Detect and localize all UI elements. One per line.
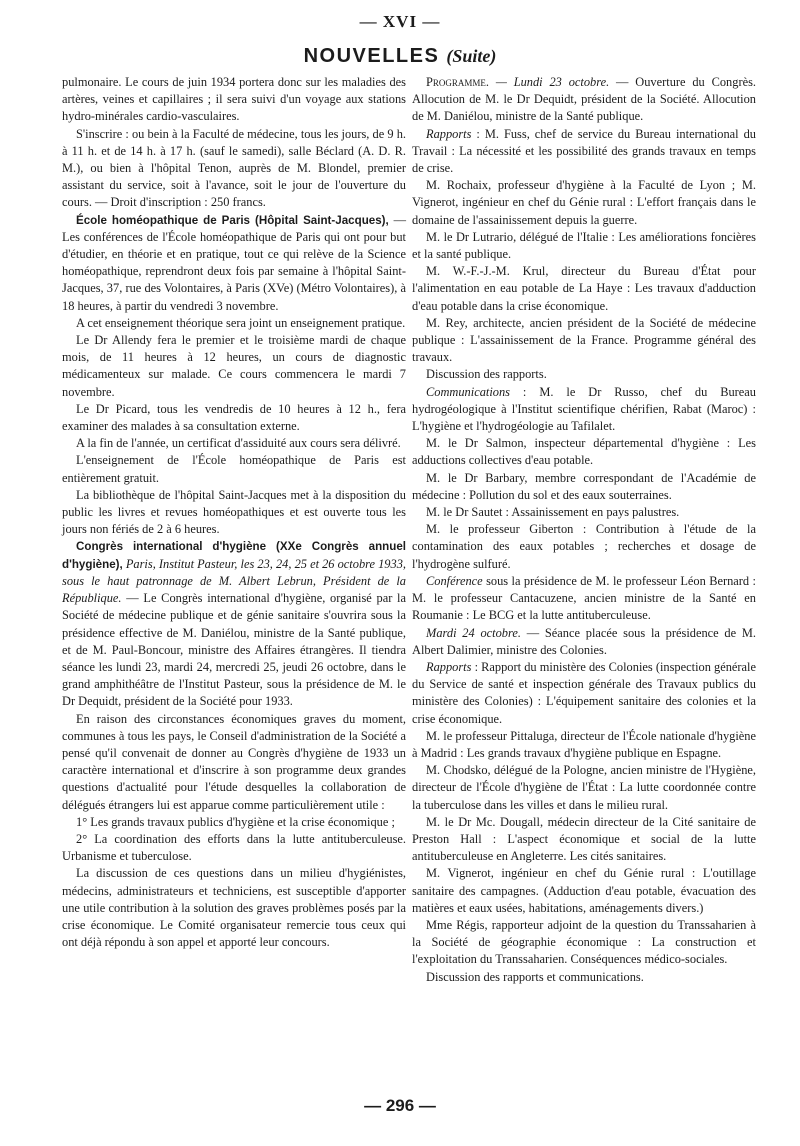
rubric-label: Rapports — [426, 126, 472, 141]
title-suffix: (Suite) — [446, 46, 497, 66]
paragraph — [62, 538, 406, 710]
paragraph: Le Dr Picard, tous les vendredis de 10 heures à 12 h., fera examiner des malades à sa consultation externe. — [62, 401, 406, 434]
paragraph-body: : M. Fuss, chef de service du Bureau international du Travail : La nécessité et les possibilité des grands travaux en temps de crise. — [412, 126, 756, 176]
paragraph — [412, 573, 756, 625]
paragraph — [412, 659, 756, 728]
paragraph: pulmonaire. Le cours de juin 1934 portera donc sur les maladies des artères, veines et capillaires ; il sera suivi d'un voyage aux stations hydro-minérales cardio-vasculaires. — [62, 75, 406, 124]
left-column — [62, 74, 406, 951]
paragraph: En raison des circonstances économiques graves du moment, communes à tous les pays, le Conseil d'administration de la Société a pensé qu'il convenait de donner au Congrès d'hygiène de 1933 un caractère international et d'inscrire à son programme deux grandes questions d'actualité pour l'étude desquelles la collaboration de délégués étrangers lui est apparue comme particulièrement utile : — [62, 711, 406, 812]
roman-folio: — XVI — — [359, 12, 441, 31]
paragraph-body: — Séance placée sous la présidence de M. Albert Dalimier, ministre des Colonies. — [412, 625, 757, 657]
day-label: — Lundi 23 octobre. — [489, 75, 610, 89]
paragraph: La bibliothèque de l'hôpital Saint-Jacques met à la disposition du public les livres et revues homéopathiques et est ouverte tous les jours non fériés de 2 à 6 heures. — [62, 487, 406, 537]
paragraph: Discussion des rapports. — [426, 367, 547, 382]
day-label: Mardi 24 octobre. — [426, 625, 521, 640]
paragraph: 2° La coordination des efforts dans la lutte antituberculeuse. Urbanisme et tuberculose. — [62, 831, 406, 864]
paragraph: M. le Dr Lutrario, délégué de l'Italie : Les améliorations foncières et la santé publique. — [412, 229, 756, 262]
paragraph: M. le Dr Sautet : Assainissement en pays palustres. — [426, 505, 680, 520]
paragraph-body: — Les conférences de l'École homéopathique de Paris qui ont pour but d'étudier, en théorie et en pratique, tout ce qui relève de la Science homéopathique, reprendront deux fois par semaine à l'hôpital Saint-Jacques, 37, rue des Volontaires, à Paris (XVe) (Métro Volontaires), à 18 heures, à partir du vendredi 3 novembre. — [62, 212, 406, 313]
paragraph: M. Rochaix, professeur d'hygiène à la Faculté de Lyon ; M. Vignerot, ingénieur en chef du Génie rural : L'effort français dans le domaine de l'assainissement depuis la guerre. — [412, 178, 756, 227]
paragraph-body: — Le Congrès international d'hygiène, organisé par la Société de médecine publique et de génie sanitaire s'ouvrira sous la présidence effective de M. Daniélou, ministre de la Santé publique, et de M. Paul-Boncour, ministre des Affaires étrangères. Il tiendra séance les lundi 23, mardi 24, mercredi 25, jeudi 26 octobre, dans le grand amphithéâtre de l'Institut Pasteur, sous la présidence de M. le Dr Dequidt, président de la Société pour 1933. — [62, 591, 406, 709]
section-lead: École homéopathique de Paris (Hôpital Saint-Jacques), — [76, 213, 389, 227]
paragraph: M. le Dr Barbary, membre correspondant de l'Académie de médecine : Pollution du sol et des eaux souterraines. — [412, 470, 756, 502]
paragraph: M. Chodsko, délégué de la Pologne, ancien ministre de l'Hygiène, directeur de l'École d'hygiène de l'État : La lutte coordonnée contre la tuberculose dans les villes et dans le milieu rural. — [412, 763, 756, 812]
paragraph — [412, 625, 756, 659]
paragraph — [412, 384, 756, 436]
paragraph-body: : M. le Dr Russo, chef du Bureau hydrogéologique à l'Institut scientifique chérifien, Rabat (Maroc) : L'hygiène et l'hydrogéologie au Tafilalet. — [412, 384, 756, 434]
paragraph — [412, 74, 756, 126]
paragraph: M. le professeur Pittaluga, directeur de l'École nationale d'hygiène à Madrid : Les grands travaux d'hygiène publique en Espagne. — [412, 728, 756, 760]
rubric-label: Communications — [426, 384, 510, 399]
paragraph: Mme Régis, rapporteur adjoint de la question du Transsaharien à la Société de géographie économique : La construction et l'exploitation du Transsaharien. Conséquences médico-sociales. — [412, 917, 756, 967]
paragraph: A cet enseignement théorique sera joint un enseignement pratique. — [76, 315, 406, 330]
title-text: NOUVELLES — [303, 45, 440, 67]
section-lead: Congrès international d'hygiène (XXe Congrès annuel d'hygiène), — [62, 540, 406, 571]
paragraph: A la fin de l'année, un certificat d'assiduité aux cours sera délivré. — [76, 436, 401, 451]
paragraph-body: sous la présidence de M. le professeur Léon Bernard : M. le professeur Cantacuzene, ancien ministre de la Santé en Roumanie : Le BCG et la lutte antituberculeuse. — [412, 573, 756, 623]
paragraph-body: — Ouverture du Congrès. Allocution de M. le Dr Dequidt, président de la Société. Allocution de M. Daniélou, ministre de la Santé publique. — [412, 75, 756, 124]
paragraph: M. W.-F.-J.-M. Krul, directeur du Bureau d'État pour l'alimentation en eau potable de La Haye : Les travaux d'adduction d'eau potable dans la crise économique. — [412, 264, 756, 313]
page-number: — 296 — — [364, 1096, 436, 1115]
paragraph: La discussion de ces questions dans un milieu d'hygiénistes, médecins, administrateurs et techniciens, est susceptible d'apporter une utile contribution à la solution des graves problèmes posés par la crise économique. Le Comité organisateur remercie tous ceux qui ont déjà répondu à son appel et apporté leur concours. — [62, 866, 406, 950]
paragraph — [412, 126, 756, 178]
paragraph: M. le Dr Salmon, inspecteur départemental d'hygiène : Les adductions collectives d'eau potable. — [412, 436, 756, 468]
rubric-label: Rapports — [426, 659, 472, 674]
rubric-label: Conférence — [426, 573, 483, 588]
paragraph-italic: Paris, Institut Pasteur, les 23, 24, 25 et 26 octobre 1933, sous le haut patronnage de M. Albert Lebrun, Président de la République. — [62, 556, 406, 606]
paragraph: Discussion des rapports et communications. — [426, 969, 644, 984]
paragraph: L'enseignement de l'École homéopathique de Paris est entièrement gratuit. — [62, 453, 406, 485]
paragraph: Le Dr Allendy fera le premier et le troisième mardi de chaque mois, de 11 heures à 12 heures, un cours de diagnostic médicamenteux sur malade. Ce cours commencera le mardi 7 novembre. — [62, 333, 406, 399]
paragraph: M. Rey, architecte, ancien président de la Société de médecine publique : L'assainissement de la France. Programme général des travaux. — [412, 315, 756, 365]
paragraph — [62, 212, 406, 315]
right-column — [412, 74, 756, 986]
paragraph: 1° Les grands travaux publics d'hygiène et la crise économique ; — [76, 814, 395, 829]
page-title — [0, 44, 800, 68]
paragraph-body: : Rapport du ministère des Colonies (inspection générale du Service de santé et inspection générale des Travaux publics du ministère des Colonies) : L'équipement sanitaire des colonies et la crise économique. — [412, 659, 756, 726]
program-label: Programme. — [426, 75, 489, 89]
paragraph: M. Vignerot, ingénieur en chef du Génie rural : L'outillage sanitaire des campagnes. (Adduction d'eau potable, évacuation des matières et eaux usées, habitations, aménagements divers.) — [412, 866, 756, 915]
paragraph: M. le professeur Giberton : Contribution à l'étude de la contamination des eaux potables ; recherches et dosage de l'hydrogène sulfuré. — [412, 522, 756, 571]
paragraph: S'inscrire : ou bein à la Faculté de médecine, tous les jours, de 9 h. à 11 h. et de 14 h. à 17 h. (sauf le samedi), salle Béclard (A. D. R. M.), ou bien à l'hôpital Tenon, auprès de M. Blondel, premier assistant du service, soit à l'avance, soit le jour de l'ouverture du cours. — Droit d'inscription : 250 francs. — [62, 126, 406, 210]
paragraph: M. le Dr Mc. Dougall, médecin directeur de la Cité sanitaire de Preston Hall : L'aspect économique et social de la lutte antituberculeuse en Angleterre. Les cités sanitaires. — [412, 814, 756, 864]
